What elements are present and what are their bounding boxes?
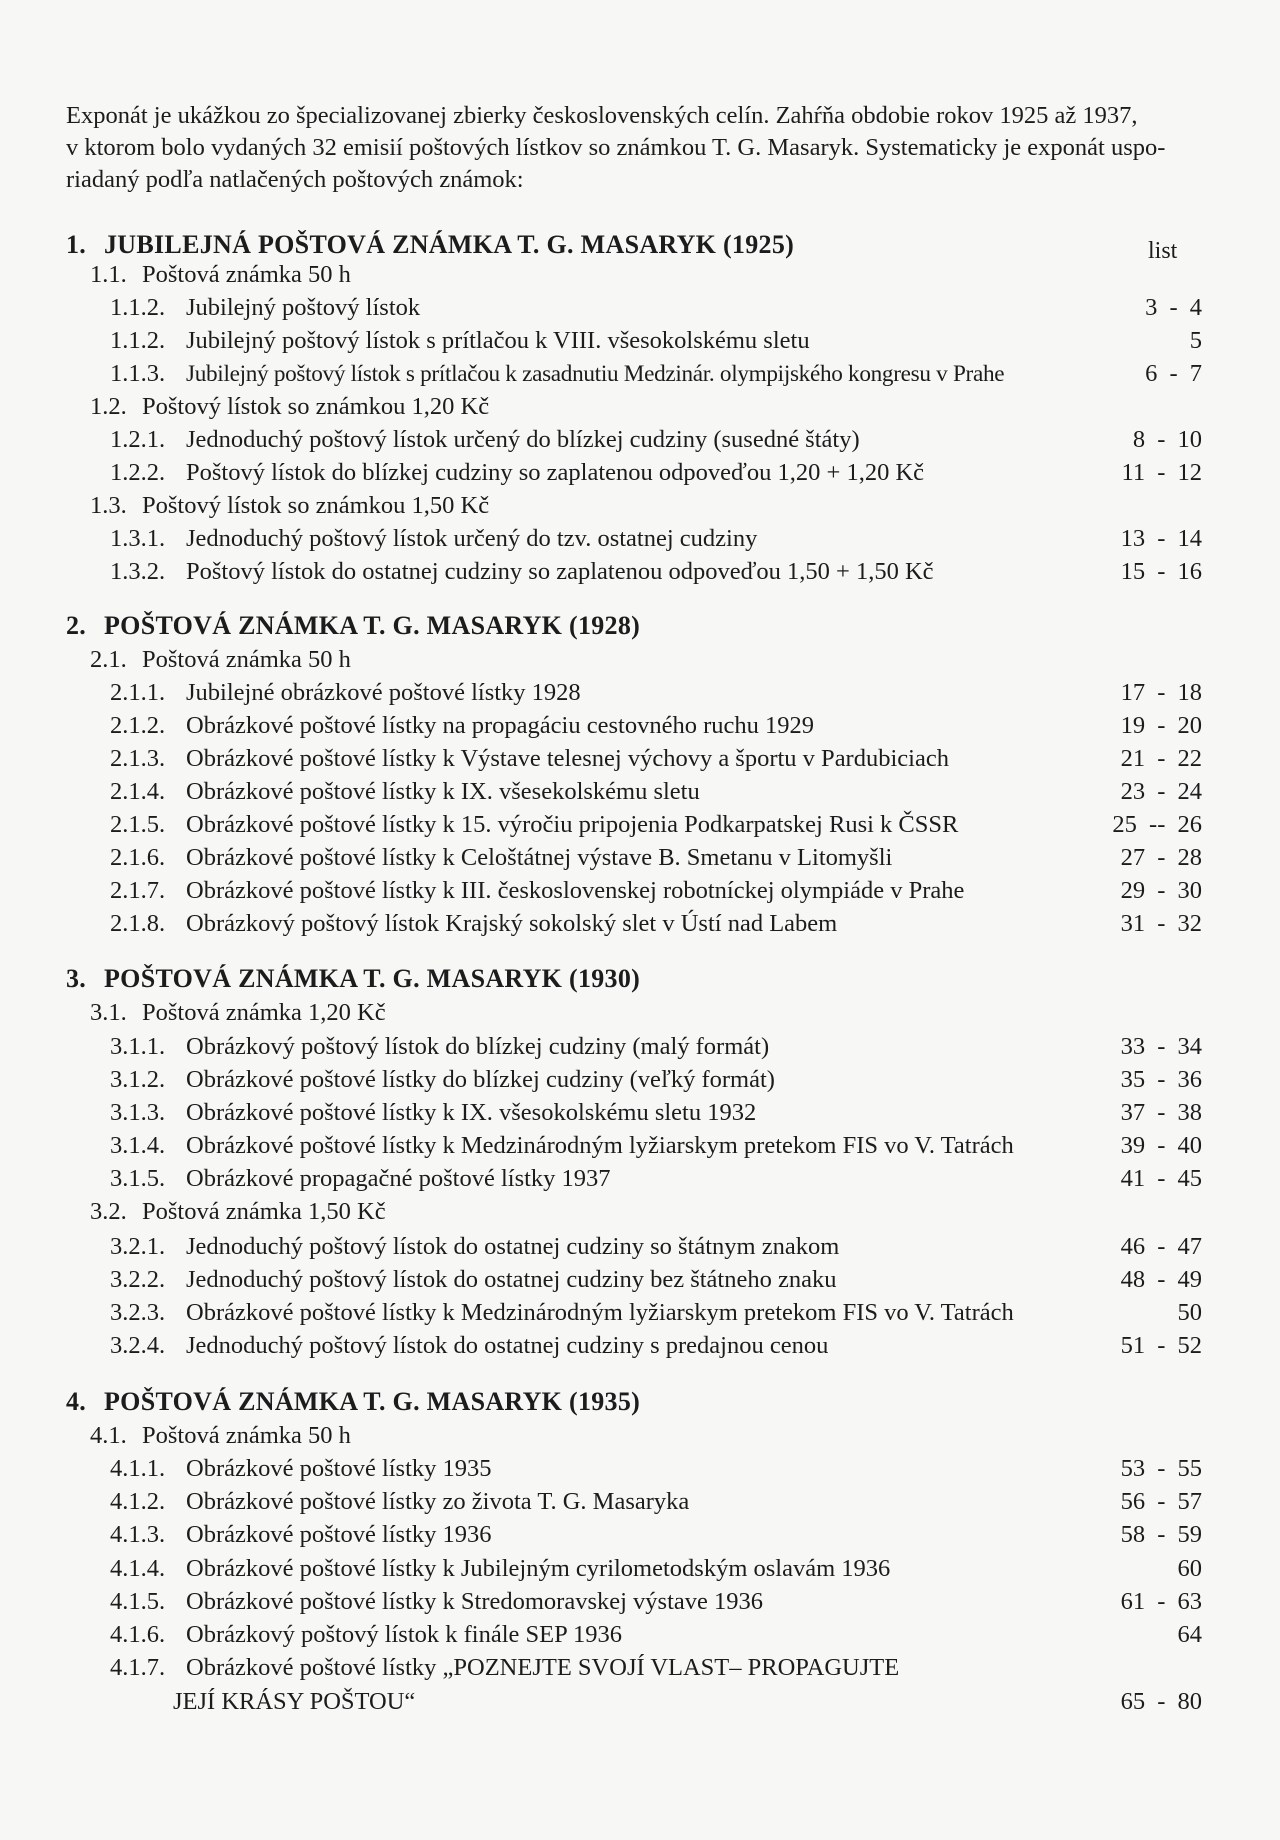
- toc-pages: 46 - 47: [1120, 1233, 1202, 1260]
- toc-text: Jubilejný poštový lístok s prítlačou k VIII. všesokolskému sletu: [186, 327, 810, 354]
- toc-text: Poštový lístok so známkou 1,50 Kč: [142, 492, 490, 519]
- toc-text: Jubilejný poštový lístok s prítlačou k zasadnutiu Medzinár. olympijského kongresu v Prahe: [186, 361, 1005, 387]
- toc-code: 4.1.2.: [110, 1488, 166, 1515]
- section-title: POŠTOVÁ ZNÁMKA T. G. MASARYK (1935): [104, 1387, 641, 1416]
- toc-text: Obrázkové poštové lístky 1936: [186, 1521, 492, 1548]
- toc-code: 3.1.4.: [110, 1132, 166, 1159]
- toc-entry: [0, 1097, 1280, 1129]
- toc-code: 2.1.3.: [110, 745, 166, 772]
- section-title: JUBILEJNÁ POŠTOVÁ ZNÁMKA T. G. MASARYK (1925): [104, 230, 795, 259]
- toc-pages: 11 - 12: [1121, 459, 1202, 486]
- toc-code: 3.1.3.: [110, 1099, 166, 1126]
- toc-text: Obrázkové poštové lístky 1935: [186, 1455, 492, 1482]
- toc-pages: 19 - 20: [1120, 712, 1202, 739]
- toc-entry: [0, 1652, 1280, 1684]
- toc-text: Obrázkové poštové lístky k Jubilejným cyrilometodským oslavám 1936: [186, 1555, 891, 1582]
- toc-entry: [0, 325, 1280, 357]
- toc-pages: 51 - 52: [1120, 1332, 1202, 1359]
- toc-code: 2.1.6.: [110, 844, 166, 871]
- section-number: 3.: [66, 964, 87, 993]
- toc-pages: 5: [1189, 327, 1202, 354]
- toc-entry: [0, 1297, 1280, 1329]
- toc-entry: [0, 1130, 1280, 1162]
- toc-code: 2.1.2.: [110, 712, 166, 739]
- toc-text: Jednoduchý poštový lístok do ostatnej cudziny s predajnou cenou: [186, 1332, 829, 1359]
- toc-pages: 37 - 38: [1120, 1099, 1202, 1126]
- toc-pages: 3 - 4: [1145, 294, 1202, 321]
- toc-text: Obrázkové poštové lístky k Medzinárodným lyžiarskym pretekom FIS vo V. Tatrách: [186, 1299, 1014, 1326]
- toc-text: Obrázkové poštové lístky k Stredomoravskej výstave 1936: [186, 1588, 764, 1615]
- toc-text: Obrázkové poštové lístky do blízkej cudziny (veľký formát): [186, 1066, 775, 1093]
- toc-pages: 21 - 22: [1120, 745, 1202, 772]
- toc-entry: [0, 1553, 1280, 1585]
- toc-entry: [0, 908, 1280, 940]
- toc-pages: 53 - 55: [1120, 1455, 1202, 1482]
- intro-paragraph: [66, 100, 1206, 196]
- section-number: 2.: [66, 611, 87, 640]
- toc-entry: [0, 1031, 1280, 1063]
- toc-entry: [0, 842, 1280, 874]
- toc-entry: [0, 1264, 1280, 1296]
- section-title: POŠTOVÁ ZNÁMKA T. G. MASARYK (1928): [104, 611, 641, 640]
- toc-text: Obrázkové poštové lístky na propagáciu cestovného ruchu 1929: [186, 712, 814, 739]
- toc-entry: [0, 1064, 1280, 1096]
- toc-pages: 25 -- 26: [1112, 811, 1202, 838]
- toc-text: Obrázkové poštové lístky k Výstave telesnej výchovy a športu v Pardubiciach: [186, 745, 949, 772]
- toc-pages: 17 - 18: [1120, 679, 1202, 706]
- toc-text: Jednoduchý poštový lístok určený do tzv. ostatnej cudziny: [186, 525, 758, 552]
- list-column-label: list: [1148, 238, 1178, 264]
- toc-entry: [0, 743, 1280, 775]
- section-number: 1.: [66, 230, 87, 259]
- toc-text: Obrázkové poštové lístky zo života T. G. Masaryka: [186, 1488, 690, 1515]
- toc-entry: [0, 875, 1280, 907]
- intro-line: riadaný podľa natlačených poštových známok:: [66, 166, 524, 193]
- toc-code: 4.1.6.: [110, 1621, 166, 1648]
- toc-pages: 13 - 14: [1120, 525, 1202, 552]
- toc-text: Jednoduchý poštový lístok určený do blízkej cudziny (susedné štáty): [186, 426, 860, 453]
- toc-text: Obrázkový poštový lístok do blízkej cudziny (malý formát): [186, 1033, 770, 1060]
- toc-text: Poštový lístok so známkou 1,20 Kč: [142, 393, 490, 420]
- section-heading-3: [66, 964, 640, 994]
- toc-text: Jednoduchý poštový lístok do ostatnej cudziny so štátnym znakom: [186, 1233, 840, 1260]
- toc-text: Poštová známka 1,20 Kč: [142, 999, 386, 1026]
- toc-entry: [0, 776, 1280, 808]
- toc-code: 1.1.2.: [110, 294, 166, 321]
- toc-code: 4.1.1.: [110, 1455, 166, 1482]
- toc-code: 3.1.5.: [110, 1165, 166, 1192]
- toc-subsection: [0, 490, 1280, 522]
- toc-text: JEJÍ KRÁSY POŠTOU“: [173, 1688, 416, 1715]
- toc-pages: 31 - 32: [1120, 910, 1202, 937]
- toc-text: Poštová známka 1,50 Kč: [142, 1198, 386, 1225]
- toc-pages: 64: [1177, 1621, 1202, 1648]
- toc-pages: 39 - 40: [1120, 1132, 1202, 1159]
- toc-code: 1.2.2.: [110, 459, 166, 486]
- toc-code: 4.1.5.: [110, 1588, 166, 1615]
- toc-text: Jubilejné obrázkové poštové lístky 1928: [186, 679, 581, 706]
- toc-entry: [0, 1231, 1280, 1263]
- toc-text: Obrázkové poštové lístky k IX. všesokolskému sletu 1932: [186, 1099, 757, 1126]
- toc-code: 2.1.: [90, 646, 127, 673]
- toc-subsection: [0, 259, 1280, 291]
- toc-entry: [0, 1163, 1280, 1195]
- toc-entry: [0, 809, 1280, 841]
- section-title: POŠTOVÁ ZNÁMKA T. G. MASARYK (1930): [104, 964, 641, 993]
- section-heading-4: [66, 1387, 640, 1417]
- toc-pages: 27 - 28: [1120, 844, 1202, 871]
- toc-pages: 8 - 10: [1132, 426, 1202, 453]
- intro-line: Exponát je ukážkou zo špecializovanej zbierky československých celín. Zahŕňa obdobie rokov 1925 až 1937,: [66, 102, 1138, 129]
- toc-code: 1.1.3.: [110, 360, 166, 387]
- toc-code: 4.1.: [90, 1422, 127, 1449]
- toc-text: Jednoduchý poštový lístok do ostatnej cudziny bez štátneho znaku: [186, 1266, 837, 1293]
- toc-pages: 23 - 24: [1120, 778, 1202, 805]
- toc-pages: 65 - 80: [1120, 1688, 1202, 1715]
- toc-code: 2.1.8.: [110, 910, 166, 937]
- toc-text: Jubilejný poštový lístok: [186, 294, 421, 321]
- toc-text: Poštová známka 50 h: [142, 646, 351, 673]
- toc-subsection: [0, 997, 1280, 1029]
- toc-entry: [0, 677, 1280, 709]
- toc-entry: [0, 1486, 1280, 1518]
- toc-text: Obrázkový poštový lístok Krajský sokolský slet v Ústí nad Labem: [186, 910, 838, 937]
- intro-line: v ktorom bolo vydaných 32 emisií poštových lístkov so známkou T. G. Masaryk. Systematicky je exponát uspo-: [66, 134, 1166, 161]
- toc-text: Obrázkový poštový lístok k finále SEP 1936: [186, 1621, 622, 1648]
- toc-pages: 33 - 34: [1120, 1033, 1202, 1060]
- toc-pages: 56 - 57: [1120, 1488, 1202, 1515]
- toc-pages: 48 - 49: [1120, 1266, 1202, 1293]
- toc-entry: [0, 1453, 1280, 1485]
- toc-code: 1.3.1.: [110, 525, 166, 552]
- toc-entry: [0, 523, 1280, 555]
- toc-pages: 50: [1177, 1299, 1202, 1326]
- toc-pages: 61 - 63: [1120, 1588, 1202, 1615]
- toc-entry: [0, 424, 1280, 456]
- toc-entry: [0, 1619, 1280, 1651]
- toc-pages: 15 - 16: [1120, 558, 1202, 585]
- toc-code: 1.2.: [90, 393, 127, 420]
- toc-subsection: [0, 1196, 1280, 1228]
- toc-text: Obrázkové poštové lístky k IX. všesekolskému sletu: [186, 778, 700, 805]
- toc-code: 1.2.1.: [110, 426, 166, 453]
- toc-code: 2.1.5.: [110, 811, 166, 838]
- toc-entry: [0, 292, 1280, 324]
- toc-code: 1.1.2.: [110, 327, 166, 354]
- toc-text: Obrázkové propagačné poštové lístky 1937: [186, 1165, 611, 1192]
- toc-code: 3.2.3.: [110, 1299, 166, 1326]
- toc-code: 3.2.1.: [110, 1233, 166, 1260]
- toc-text: Obrázkové poštové lístky k 15. výročiu pripojenia Podkarpatskej Rusi k ČSSR: [186, 811, 959, 838]
- toc-pages: 41 - 45: [1120, 1165, 1202, 1192]
- section-number: 4.: [66, 1387, 87, 1416]
- toc-entry: [0, 457, 1280, 489]
- toc-pages: 6 - 7: [1145, 360, 1202, 387]
- toc-pages: 35 - 36: [1120, 1066, 1202, 1093]
- toc-code: 3.1.1.: [110, 1033, 166, 1060]
- toc-code: 1.1.: [90, 261, 127, 288]
- toc-code: 2.1.7.: [110, 877, 166, 904]
- toc-text: Obrázkové poštové lístky „POZNEJTE SVOJÍ VLAST– PROPAGUJTE: [186, 1654, 900, 1681]
- toc-text: Poštová známka 50 h: [142, 261, 351, 288]
- toc-code: 1.3.2.: [110, 558, 166, 585]
- toc-code: 3.2.4.: [110, 1332, 166, 1359]
- toc-code: 4.1.4.: [110, 1555, 166, 1582]
- toc-entry: [0, 1519, 1280, 1551]
- toc-code: 3.2.: [90, 1198, 127, 1225]
- section-heading-2: [66, 611, 640, 641]
- section-heading-1: [66, 230, 794, 260]
- toc-text: Obrázkové poštové lístky k Medzinárodným lyžiarskym pretekom FIS vo V. Tatrách: [186, 1132, 1014, 1159]
- toc-entry: [0, 556, 1280, 588]
- toc-entry: [0, 710, 1280, 742]
- toc-subsection: [0, 1420, 1280, 1452]
- toc-pages: 60: [1177, 1555, 1202, 1582]
- toc-entry: [0, 1586, 1280, 1618]
- toc-subsection: [0, 644, 1280, 676]
- toc-text: Obrázkové poštové lístky k III. československej robotníckej olympiáde v Prahe: [186, 877, 965, 904]
- toc-code: 3.1.: [90, 999, 127, 1026]
- toc-code: 3.2.2.: [110, 1266, 166, 1293]
- toc-code: 4.1.3.: [110, 1521, 166, 1548]
- toc-text: Poštový lístok do blízkej cudziny so zaplatenou odpoveďou 1,20 + 1,20 Kč: [186, 459, 925, 486]
- toc-entry: [0, 358, 1280, 390]
- toc-subsection: [0, 391, 1280, 423]
- toc-entry: [0, 1330, 1280, 1362]
- toc-entry-continuation: [0, 1686, 1280, 1718]
- toc-code: 4.1.7.: [110, 1654, 166, 1681]
- toc-code: 3.1.2.: [110, 1066, 166, 1093]
- toc-text: Obrázkové poštové lístky k Celoštátnej výstave B. Smetanu v Litomyšli: [186, 844, 893, 871]
- toc-code: 2.1.1.: [110, 679, 166, 706]
- toc-text: Poštová známka 50 h: [142, 1422, 351, 1449]
- toc-pages: 29 - 30: [1120, 877, 1202, 904]
- toc-text: Poštový lístok do ostatnej cudziny so zaplatenou odpoveďou 1,50 + 1,50 Kč: [186, 558, 934, 585]
- toc-pages: 58 - 59: [1120, 1521, 1202, 1548]
- toc-code: 2.1.4.: [110, 778, 166, 805]
- toc-code: 1.3.: [90, 492, 127, 519]
